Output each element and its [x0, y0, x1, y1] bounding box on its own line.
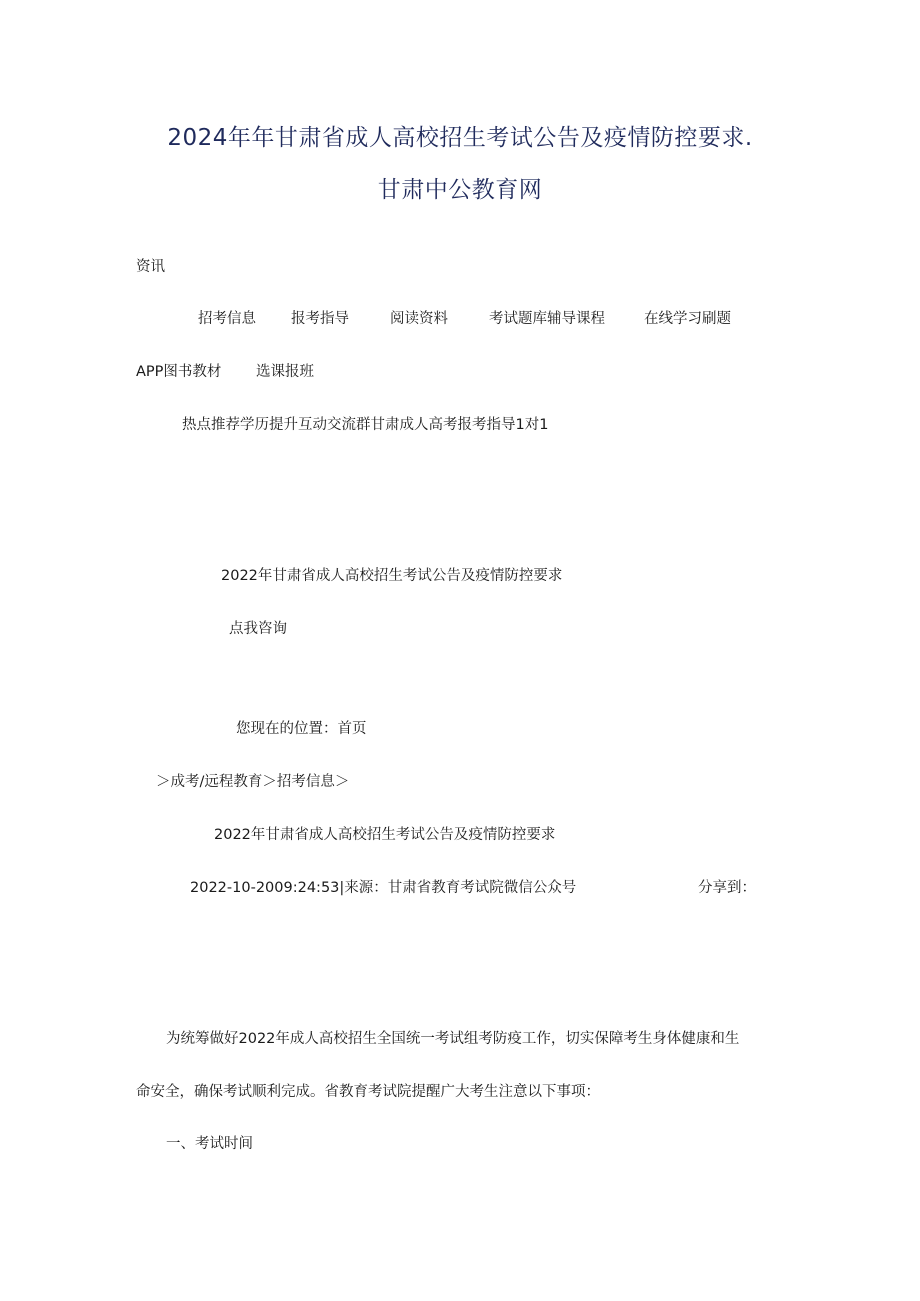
- page-title-line-1: 2024年年甘肃省成人高校招生考试公告及疫情防控要求.: [167, 125, 753, 151]
- hot-recommend-link[interactable]: 热点推荐学历提升互动交流群甘肃成人高考报考指导1对1: [182, 417, 549, 433]
- nav-item-application-guide[interactable]: 报考指导: [291, 311, 349, 327]
- section-heading-exam-time: 一、考试时间: [166, 1136, 253, 1152]
- nav-item-question-bank-courses[interactable]: 考试题库辅导课程: [489, 311, 605, 327]
- nav-item-course-enroll[interactable]: 选课报班: [256, 364, 314, 380]
- article-title: 2022年甘肃省成人高校招生考试公告及疫情防控要求: [214, 827, 556, 843]
- breadcrumb-prefix[interactable]: 您现在的位置：首页: [236, 721, 367, 737]
- page-title-line-2: 甘肃中公教育网: [377, 177, 543, 203]
- nav-item-recruitment-info[interactable]: 招考信息: [198, 311, 256, 327]
- nav-item-reading-materials[interactable]: 阅读资料: [390, 311, 448, 327]
- article-paragraph-line-1: 为统筹做好2022年成人高校招生全国统一考试组考防疫工作，切实保障考生身体健康和生: [166, 1031, 740, 1047]
- section-label: 资讯: [136, 259, 165, 275]
- nav-item-app-books[interactable]: APP图书教材: [136, 364, 222, 380]
- consult-link[interactable]: 点我咨询: [229, 621, 287, 637]
- breadcrumb-path[interactable]: ＞成考/远程教育＞招考信息＞: [156, 774, 350, 790]
- share-label[interactable]: 分享到：: [698, 880, 756, 896]
- article-paragraph-line-2: 命安全，确保考试顺利完成。省教育考试院提醒广大考生注意以下事项：: [136, 1084, 600, 1100]
- nav-item-online-study[interactable]: 在线学习刷题: [644, 311, 731, 327]
- banner-title: 2022年甘肃省成人高校招生考试公告及疫情防控要求: [221, 568, 563, 584]
- article-meta: 2022-10-2009:24:53|来源：甘肃省教育考试院微信公众号: [190, 880, 577, 896]
